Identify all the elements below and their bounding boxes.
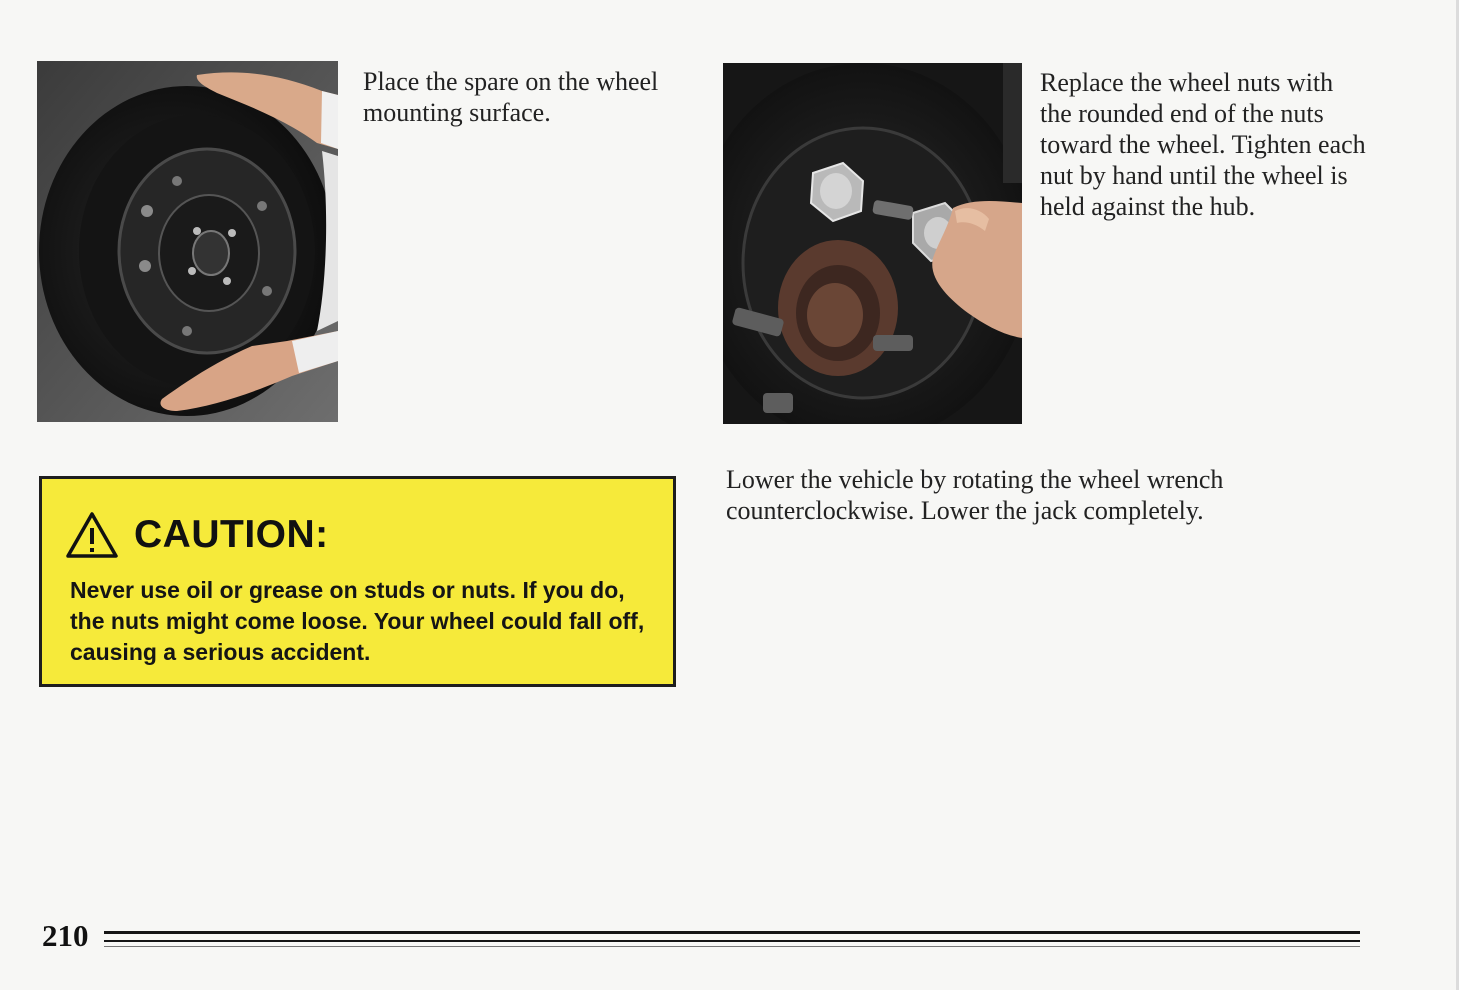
nuts-instruction-text: Replace the wheel nuts with the rounded end of the nuts toward the wheel. Tighten each nut by hand until the wheel is held against the hub.: [1040, 68, 1366, 221]
warning-triangle-icon: [66, 511, 118, 559]
page-number: 210: [42, 918, 89, 953]
lower-vehicle-instruction-text: Lower the vehicle by rotating the wheel wrench counterclockwise. Lower the jack completely.: [726, 465, 1224, 525]
caution-text: Never use oil or grease on studs or nuts. If you do, the nuts might come loose. Your wheel could fall off, causing a serious accident.: [70, 577, 645, 665]
caution-box: [39, 476, 676, 687]
caution-title: CAUTION:: [134, 513, 329, 556]
footer-rule-thin: [104, 946, 1360, 947]
footer-rule: [104, 931, 1360, 934]
spare-tire-photo: [37, 61, 338, 422]
spare-tire-image: [37, 61, 338, 422]
wheel-nuts-image: [723, 63, 1022, 424]
spare-instruction-text: Place the spare on the wheel mounting surface.: [363, 67, 659, 127]
footer-rule-secondary: [104, 940, 1360, 942]
wheel-nuts-photo: [723, 63, 1022, 424]
caution-heading: [66, 511, 329, 559]
